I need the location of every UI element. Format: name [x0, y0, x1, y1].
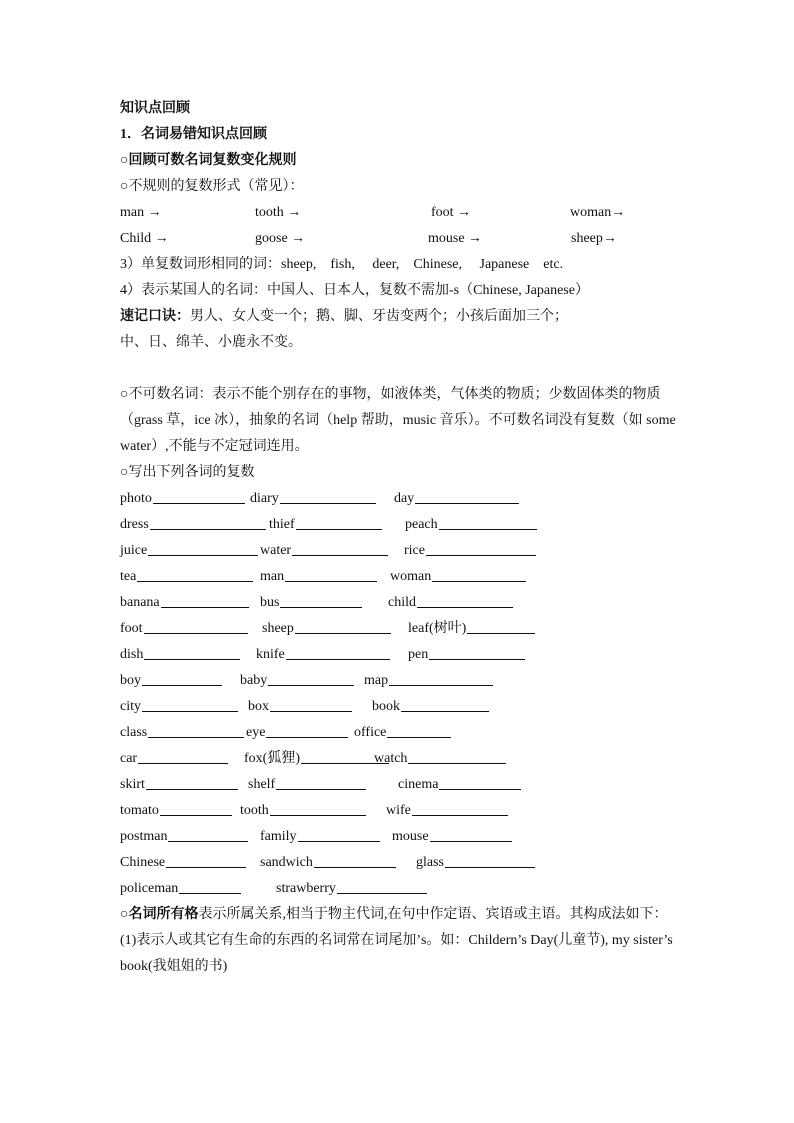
answer-blank[interactable]: [467, 616, 535, 634]
exercise-item: [120, 850, 247, 876]
answer-blank[interactable]: [268, 668, 354, 686]
exercise-item: [392, 824, 513, 850]
exercise-row: [120, 590, 680, 616]
answer-blank[interactable]: [401, 694, 489, 712]
exercise-word: bus: [260, 595, 280, 610]
exercise-word: cinema: [398, 777, 439, 792]
answer-blank[interactable]: [417, 590, 513, 608]
exercise-item: [120, 876, 242, 902]
answer-blank[interactable]: [144, 616, 248, 634]
exercise-word: diary: [250, 491, 279, 506]
exercise-word: rice: [404, 543, 425, 558]
exercise-item: [248, 694, 353, 720]
answer-blank[interactable]: [137, 564, 253, 582]
exercise-word: fox(狐狸): [244, 751, 300, 766]
exercise-item: [246, 720, 349, 746]
exercise-word: postman: [120, 829, 168, 844]
exercise-word: city: [120, 699, 141, 714]
exercise-word: dish: [120, 647, 144, 662]
exercise-row: [120, 538, 680, 564]
answer-blank[interactable]: [168, 824, 248, 842]
exercise-word: photo: [120, 491, 152, 506]
exercise-row: [120, 746, 680, 772]
exercise-item: [120, 746, 229, 772]
answer-blank[interactable]: [166, 850, 246, 868]
exercise-word: Chinese: [120, 855, 166, 870]
exercise-item: [120, 590, 250, 616]
answer-blank[interactable]: [296, 512, 382, 530]
subheading-irregular: ○不规则的复数形式（常见）：: [120, 179, 304, 194]
exercise-item: [416, 850, 536, 876]
irregular-row-2: [120, 226, 680, 252]
possessive-paragraph: [120, 902, 680, 928]
exercise-word: family: [260, 829, 297, 844]
exercise-word: book: [372, 699, 400, 714]
exercise-word: child: [388, 595, 416, 610]
answer-blank[interactable]: [153, 486, 245, 504]
answer-blank[interactable]: [161, 590, 249, 608]
blank-line: [120, 356, 680, 382]
answer-blank[interactable]: [298, 824, 380, 842]
answer-blank[interactable]: [285, 564, 377, 582]
answer-blank[interactable]: [142, 668, 222, 686]
exercise-row: [120, 616, 680, 642]
exercise-item: [120, 824, 249, 850]
irregular-word: tooth →: [255, 205, 302, 220]
exercise-item: [386, 798, 509, 824]
exercise-word: mouse: [392, 829, 429, 844]
exercise-word: dress: [120, 517, 149, 532]
answer-blank[interactable]: [270, 694, 352, 712]
exercise-word: banana: [120, 595, 160, 610]
answer-blank[interactable]: [150, 512, 266, 530]
rule-4: 4）表示某国人的名词：中国人、日本人，复数不需加-s（Chinese, Japanese）: [120, 283, 589, 298]
exercise-item: [388, 590, 514, 616]
exercise-item: [250, 486, 377, 512]
exercise-item: [374, 746, 507, 772]
exercise-word: sandwich: [260, 855, 313, 870]
exercise-word: tomato: [120, 803, 159, 818]
exercise-row: [120, 772, 680, 798]
exercise-word: eye: [246, 725, 266, 740]
answer-blank[interactable]: [337, 876, 427, 894]
irregular-word: mouse →: [428, 231, 483, 246]
exercise-row: [120, 876, 680, 902]
exercise-word: baby: [240, 673, 268, 688]
exercise-item: [120, 772, 239, 798]
answer-blank[interactable]: [426, 538, 536, 556]
exercise-item: [120, 486, 246, 512]
exercise-item: [240, 798, 367, 824]
exercise-word: pen: [408, 647, 429, 662]
rule-3: 3）单复数词形相同的词：sheep, fish, deer, Chinese, Japanese etc.: [120, 257, 564, 272]
exercise-word: watch: [374, 751, 408, 766]
exercise-item: [390, 564, 527, 590]
exercise-item: [364, 668, 494, 694]
exercise-word: man: [260, 569, 285, 584]
answer-blank[interactable]: [292, 538, 388, 556]
answer-blank[interactable]: [148, 538, 258, 556]
irregular-row-1: [120, 200, 680, 226]
exercise-word: shelf: [248, 777, 276, 792]
answer-blank[interactable]: [146, 772, 238, 790]
possessive-label: ○名词所有格: [120, 907, 199, 922]
document-body: [120, 96, 680, 980]
exercise-word: sheep: [262, 621, 294, 636]
answer-blank[interactable]: [286, 642, 390, 660]
answer-blank[interactable]: [295, 616, 391, 634]
answer-blank[interactable]: [276, 772, 366, 790]
exercise-row: [120, 642, 680, 668]
irregular-word: goose →: [255, 231, 306, 246]
exercise-row: [120, 486, 680, 512]
possessive-text: 表示所属关系,相当于物主代词,在句中作定语、宾语或主语。其构成法如下：: [198, 907, 668, 922]
mnemonic-line-2: 中、日、绵羊、小鹿永不变。: [120, 335, 302, 350]
subheading-countable: ○回顾可数名词复数变化规则: [120, 153, 297, 168]
answer-blank[interactable]: [280, 590, 362, 608]
irregular-word: foot →: [431, 205, 472, 220]
exercise-item: [260, 564, 378, 590]
exercise-item: [408, 642, 526, 668]
exercise-word: class: [120, 725, 148, 740]
answer-blank[interactable]: [387, 720, 451, 738]
exercise-word: policeman: [120, 881, 179, 896]
answer-blank[interactable]: [445, 850, 535, 868]
exercise-item: [354, 720, 452, 746]
section-heading: 1．名词易错知识点回顾: [120, 127, 267, 142]
exercise-word: day: [394, 491, 415, 506]
exercise-row: [120, 850, 680, 876]
exercise-word: car: [120, 751, 138, 766]
answer-blank[interactable]: [415, 486, 519, 504]
exercise-item: [120, 538, 259, 564]
exercise-item: [120, 720, 245, 746]
answer-blank[interactable]: [144, 642, 240, 660]
answer-blank[interactable]: [412, 798, 508, 816]
possessive-rule-1: (1)表示人或其它有生命的东西的名词常在词尾加’s。如：Childern’s Day(儿童节), my sister’s book(我姐姐的书): [120, 933, 673, 974]
exercise-item: [404, 538, 537, 564]
exercise-item: [405, 512, 538, 538]
exercise-word: peach: [405, 517, 438, 532]
exercise-word: juice: [120, 543, 148, 558]
answer-blank[interactable]: [142, 694, 238, 712]
exercise-word: boy: [120, 673, 141, 688]
exercise-item: [260, 850, 397, 876]
exercise-word: foot: [120, 621, 143, 636]
exercise-item: [262, 616, 392, 642]
exercise-item: [120, 798, 233, 824]
exercise-word: leaf(树叶): [408, 621, 467, 636]
exercise-item: [276, 876, 428, 902]
exercise-item: [260, 824, 381, 850]
exercise-word: tea: [120, 569, 137, 584]
exercise-word: skirt: [120, 777, 145, 792]
exercise-word: knife: [256, 647, 285, 662]
exercise-item: [260, 538, 389, 564]
answer-blank[interactable]: [439, 512, 537, 530]
mnemonic-label: 速记口诀：: [120, 309, 190, 324]
answer-blank[interactable]: [408, 746, 506, 764]
exercise-word: office: [354, 725, 387, 740]
exercise-row: [120, 668, 680, 694]
exercise-word: woman: [390, 569, 432, 584]
exercise-word: map: [364, 673, 389, 688]
exercise-item: [120, 642, 241, 668]
answer-blank[interactable]: [429, 642, 525, 660]
exercise-row: [120, 694, 680, 720]
exercise-item: [120, 564, 254, 590]
exercise-item: [398, 772, 522, 798]
doc-title: 知识点回顾: [120, 101, 190, 116]
answer-blank[interactable]: [430, 824, 512, 842]
uncountable-paragraph: ○不可数名词：表示不能个别存在的事物，如液体类，气体类的物质；少数固体类的物质 （grass 草，ice 冰），抽象的名词（help 帮助，music 音乐）。不可数名词没有复数（如 some water）,不能与不定冠词连用。: [120, 387, 676, 454]
irregular-word: man →: [120, 205, 162, 220]
exercise-item: [372, 694, 490, 720]
exercise-word: thief: [269, 517, 295, 532]
answer-blank[interactable]: [280, 486, 376, 504]
answer-blank[interactable]: [266, 720, 348, 738]
irregular-word: woman→: [570, 205, 626, 220]
exercise-row: [120, 512, 680, 538]
exercise-row: [120, 824, 680, 850]
exercise-word: tooth: [240, 803, 269, 818]
exercise-word: glass: [416, 855, 444, 870]
exercise-item: [120, 694, 239, 720]
irregular-word: Child →: [120, 231, 169, 246]
answer-blank[interactable]: [148, 720, 244, 738]
answer-blank[interactable]: [160, 798, 232, 816]
answer-blank[interactable]: [432, 564, 526, 582]
exercise-word: strawberry: [276, 881, 336, 896]
answer-blank[interactable]: [439, 772, 521, 790]
answer-blank[interactable]: [389, 668, 493, 686]
exercise-word: water: [260, 543, 292, 558]
exercise-item: [256, 642, 391, 668]
irregular-word: sheep→: [571, 231, 617, 246]
exercise-row: [120, 798, 680, 824]
exercise-item: [244, 746, 390, 772]
exercise-item: [408, 616, 536, 642]
answer-blank[interactable]: [314, 850, 396, 868]
exercise-item: [248, 772, 367, 798]
answer-blank[interactable]: [179, 876, 241, 894]
answer-blank[interactable]: [270, 798, 366, 816]
mnemonic-text: 男人、女人变一个；鹅、脚、牙齿变两个；小孩后面加三个；: [190, 309, 568, 324]
exercise-row: [120, 720, 680, 746]
exercise-item: [260, 590, 363, 616]
exercise-item: [120, 616, 249, 642]
exercise-item: [120, 668, 223, 694]
exercise-item: [269, 512, 383, 538]
exercise-word: box: [248, 699, 269, 714]
exercise-row: [120, 564, 680, 590]
exercise-item: [394, 486, 520, 512]
answer-blank[interactable]: [138, 746, 228, 764]
exercise-list: [120, 486, 680, 902]
exercise-item: [240, 668, 355, 694]
mnemonic: [120, 304, 680, 330]
exercise-title: ○写出下列各词的复数: [120, 465, 255, 480]
exercise-item: [120, 512, 267, 538]
exercise-word: wife: [386, 803, 411, 818]
